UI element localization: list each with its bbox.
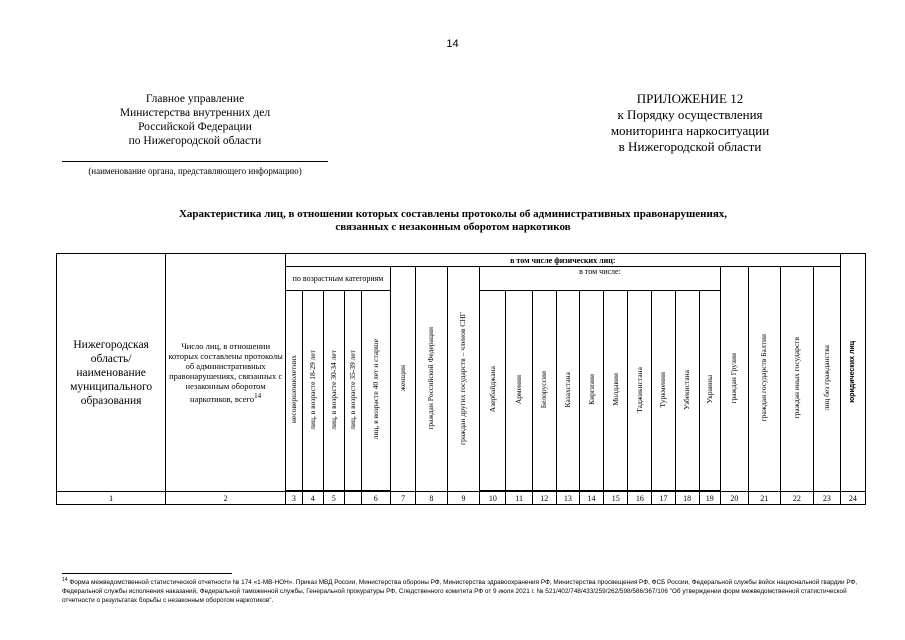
header-georgia: граждан Грузии bbox=[720, 267, 748, 492]
organization-line: Главное управление bbox=[145, 93, 245, 105]
header-municipality: Нижегородская область/ наименование муниципального образования bbox=[57, 254, 166, 492]
header-age-35-39: лиц, в возрасте 35-39 лет bbox=[344, 291, 361, 491]
header-age-18-29: лиц, в возрасте 18-29 лет bbox=[302, 291, 323, 491]
organization-line: Российской Федерации bbox=[138, 121, 252, 133]
document-title bbox=[60, 208, 846, 234]
organization-line: Министерства внутренних дел bbox=[119, 107, 271, 119]
column-number: 14 bbox=[579, 492, 603, 505]
column-number: 12 bbox=[532, 492, 556, 505]
column-number bbox=[344, 492, 361, 505]
column-number: 22 bbox=[780, 492, 814, 505]
column-number: 20 bbox=[720, 492, 748, 505]
header-belarus: Белоруссии bbox=[532, 291, 556, 491]
footnote-mark: 14 bbox=[62, 577, 68, 583]
header-total-persons: Число лиц, в отношении которых составлены протоколы об административных правонарушениях, связанных с незаконным оборотом наркотиков, всего$^{14}$ bbox=[166, 254, 286, 492]
appendix-block bbox=[560, 91, 820, 155]
header-armenia: Армении bbox=[506, 291, 532, 491]
column-number: 3 bbox=[285, 492, 302, 505]
appendix-line: в Нижегородской области bbox=[618, 139, 762, 154]
report-table bbox=[56, 253, 866, 505]
header-azerbaijan: Азербайджана bbox=[480, 291, 506, 491]
appendix-line: мониторинга наркоситуации bbox=[610, 123, 770, 138]
footnote-text: Форма межведомственной статистической отчетности № 174 «1-МВ-НОН». Приказ МВД России, Министерства обороны РФ, Министерства здравоохранения РФ, Министерства просвещения РФ, ФСБ России, Федеральной службы войск национальной гвардии РФ, Федеральной службы исполнения наказаний, Федеральной таможенной службы, Генеральной прокуратуры РФ, Следственного комитета РФ от 9 июля 2021 г. № 521/402/748/433/259/262/598/586/367/106 "Об утверждении форм межведомственной статистической отчетности о результатах борьбы с незаконным оборотом наркотиков". bbox=[62, 579, 858, 605]
column-number: 2 bbox=[166, 492, 286, 505]
column-number: 7 bbox=[390, 492, 415, 505]
title-line-1: Характеристика лиц, в отношении которых составлены протоколы об административных правонарушениях, bbox=[178, 208, 728, 220]
column-number: 9 bbox=[447, 492, 480, 505]
footnote bbox=[62, 576, 872, 605]
column-number: 17 bbox=[652, 492, 675, 505]
column-number: 15 bbox=[604, 492, 628, 505]
column-number: 1 bbox=[57, 492, 166, 505]
header-ukraine: Украины bbox=[699, 291, 720, 491]
header-turkmenistan: Туркмении bbox=[652, 291, 675, 491]
column-numbers-row bbox=[57, 492, 866, 505]
header-women: женщин bbox=[390, 267, 415, 492]
title-line-2: связанных с незаконным оборотом наркотиков bbox=[335, 221, 571, 233]
organization-line: по Нижегородской области bbox=[128, 135, 262, 147]
header-uzbekistan: Узбекистана bbox=[675, 291, 699, 491]
column-number: 10 bbox=[480, 492, 506, 505]
column-number: 8 bbox=[416, 492, 448, 505]
footnote-ref: 14 bbox=[254, 392, 262, 401]
column-number: 11 bbox=[506, 492, 532, 505]
column-number: 5 bbox=[323, 492, 344, 505]
column-number: 23 bbox=[814, 492, 840, 505]
header-age-40-plus: лиц, в возрасте 40 лет и старше bbox=[361, 291, 390, 491]
header-moldova: Молдавии bbox=[604, 291, 628, 491]
column-number: 24 bbox=[840, 492, 865, 505]
column-number: 4 bbox=[302, 492, 323, 505]
column-number: 6 bbox=[361, 492, 390, 505]
page-number: 14 bbox=[446, 38, 459, 50]
column-number: 18 bbox=[675, 492, 699, 505]
header-legal-entities: юридических лиц bbox=[840, 254, 865, 492]
organization-block bbox=[60, 92, 330, 148]
header-kyrgyzstan: Киргизии bbox=[579, 291, 603, 491]
organization-caption: (наименование органа, представляющего информацию) bbox=[88, 166, 302, 176]
header-baltic: граждан государств Балтии bbox=[749, 267, 781, 492]
column-number: 16 bbox=[628, 492, 652, 505]
appendix-line: ПРИЛОЖЕНИЕ 12 bbox=[636, 91, 744, 106]
column-number: 21 bbox=[749, 492, 781, 505]
header-other-states: граждан иных государств bbox=[780, 267, 814, 492]
header-rf-citizens: граждан Российской Федерации bbox=[416, 267, 448, 492]
appendix-line: к Порядку осуществления bbox=[617, 107, 763, 122]
header-cis-citizens: граждан других государств – членов СНГ bbox=[447, 267, 480, 492]
header-including: в том числе: bbox=[480, 267, 720, 291]
footnote-separator bbox=[62, 573, 232, 574]
organization-underline bbox=[62, 161, 328, 162]
header-age-minors: несовершеннолетних bbox=[285, 291, 302, 491]
column-number: 19 bbox=[699, 492, 720, 505]
header-tajikistan: Таджикистана bbox=[628, 291, 652, 491]
header-stateless: лиц без гражданства bbox=[814, 267, 840, 492]
header-kazakhstan: Казахстана bbox=[556, 291, 579, 491]
column-number: 13 bbox=[556, 492, 579, 505]
header-age-categories: по возрастным категориям bbox=[285, 267, 390, 291]
header-physical-persons: в том числе физических лиц: bbox=[285, 254, 840, 267]
header-age-30-34: лиц, в возрасте 30-34 лет bbox=[323, 291, 344, 491]
